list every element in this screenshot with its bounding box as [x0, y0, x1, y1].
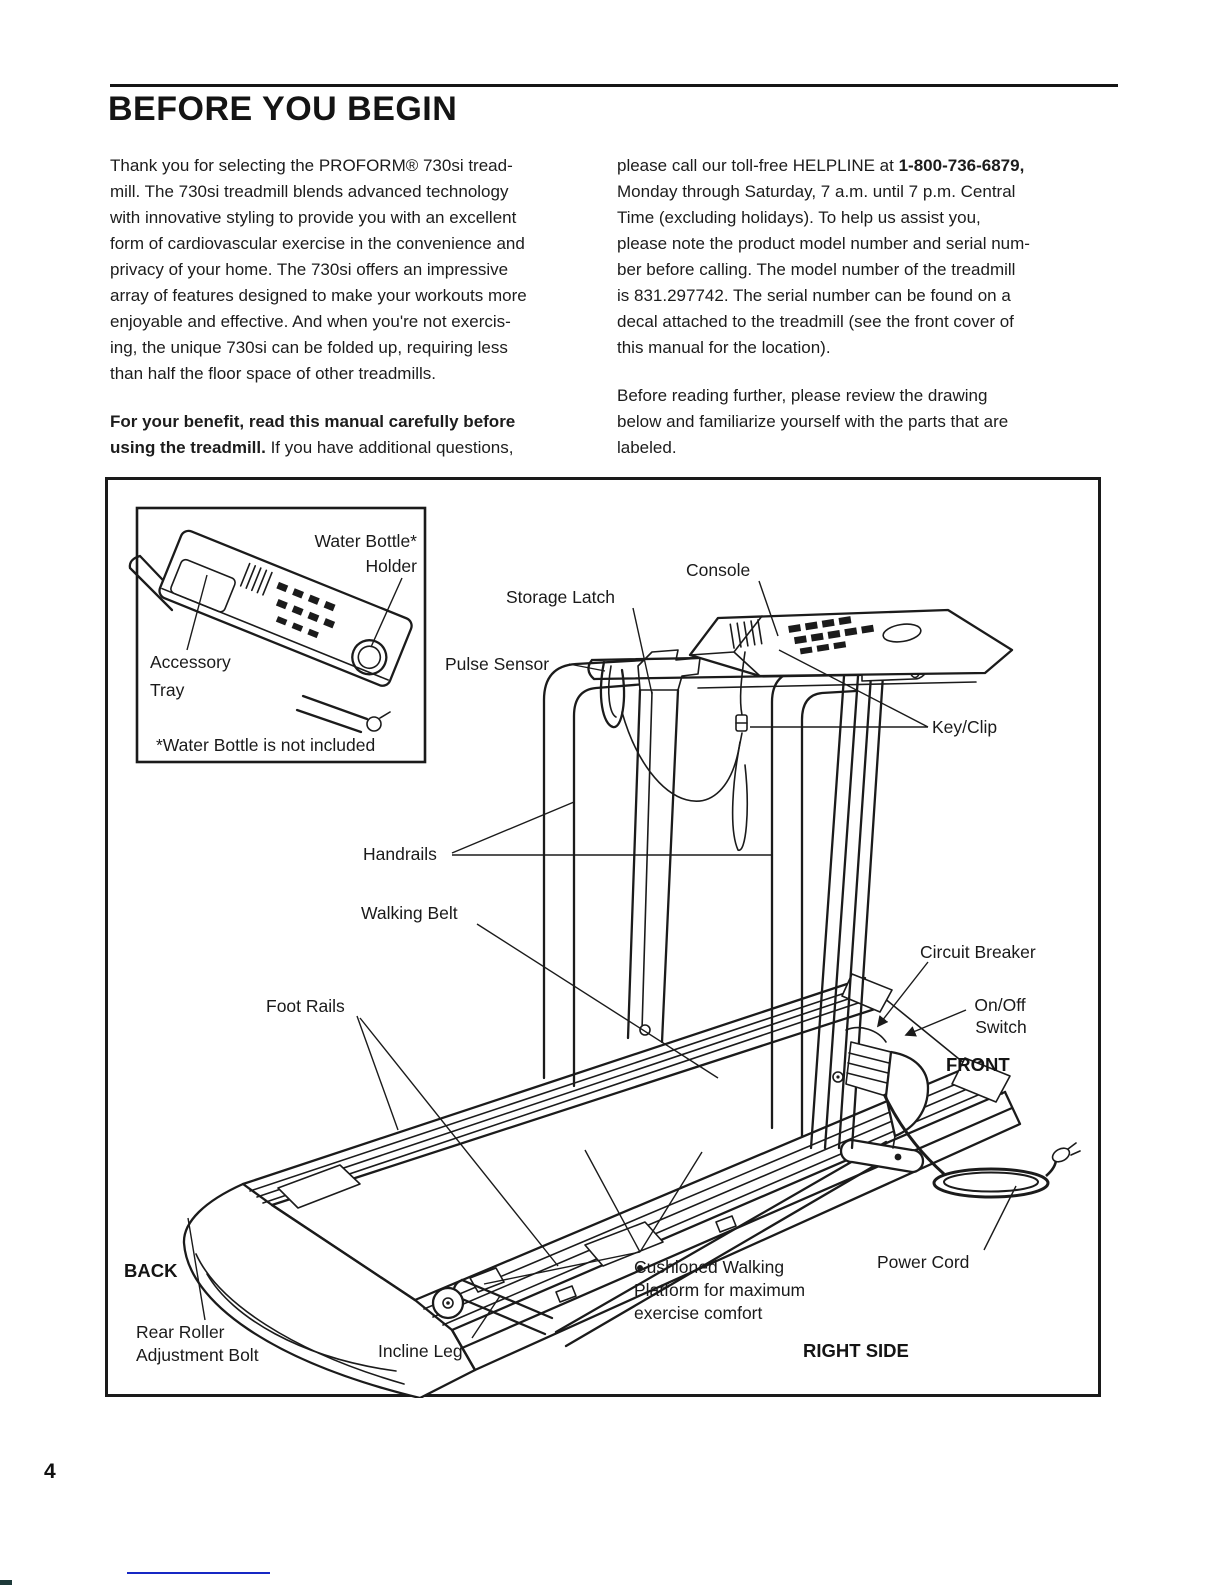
label-handrails: Handrails: [363, 844, 437, 864]
label-water-bottle-footnote: *Water Bottle is not included: [156, 735, 376, 755]
body-line: this manual for the location).: [617, 338, 831, 357]
label-console: Console: [686, 560, 751, 580]
bottom-blue-line: [127, 1572, 270, 1574]
body-line: form of cardiovascular exercise in the convenience and: [110, 234, 525, 253]
label-pulse-sensor: Pulse Sensor: [445, 654, 550, 674]
label-on-off-2: Switch: [975, 1017, 1027, 1037]
inset-accessory-tray: [130, 508, 425, 762]
label-water-bottle-1: Water Bottle*: [314, 531, 417, 551]
body-line: decal attached to the treadmill (see the front cover of: [617, 312, 1014, 331]
body-line: Before reading further, please review the drawing: [617, 386, 988, 405]
helpline-number: 1-800-736-6879,: [898, 156, 1025, 175]
label-power-cord: Power Cord: [877, 1252, 970, 1272]
title-rule: [110, 84, 1118, 87]
body-line: ing, the unique 730si can be folded up, requiring less: [110, 338, 508, 357]
pulse-sensor-clip: [601, 662, 624, 727]
body-line: Time (excluding holidays). To help us assist you,: [617, 208, 981, 227]
label-incline-leg: Incline Leg: [378, 1341, 463, 1361]
body-line: array of features designed to make your workouts more: [110, 286, 527, 305]
label-key-clip: Key/Clip: [932, 717, 998, 737]
body-line: privacy of your home. The 730si offers an impressive: [110, 260, 509, 279]
body-line: with innovative styling to provide you with an excellent: [110, 208, 517, 227]
body-line-bold: For your benefit, read this manual carefully before: [110, 412, 516, 431]
label-cushioned-1: Cushioned Walking: [634, 1257, 785, 1277]
body-line: Monday through Saturday, 7 a.m. until 7 p.m. Central: [617, 182, 1016, 201]
parts-diagram: [105, 477, 1102, 1398]
page-number: 4: [44, 1460, 56, 1483]
bold-segment: using the treadmill.: [110, 438, 266, 457]
body-line: ber before calling. The model number of the treadmill: [617, 260, 1016, 279]
body-line: labeled.: [617, 438, 677, 457]
page-title: BEFORE YOU BEGIN: [108, 90, 458, 128]
label-cushioned-2: Platform for maximum: [634, 1280, 806, 1300]
label-right-side: RIGHT SIDE: [803, 1340, 909, 1361]
body-line: [617, 153, 1117, 179]
label-walking-belt: Walking Belt: [361, 903, 458, 923]
label-water-bottle-2: Holder: [365, 556, 417, 576]
body-line: mill. The 730si treadmill blends advanced technology: [110, 182, 509, 201]
treadmill-diagram-svg: [105, 477, 1102, 1398]
body-line: please note the product model number and serial num-: [617, 234, 1030, 253]
intro-left-column: [110, 153, 610, 461]
body-line: [110, 435, 610, 461]
body-line: is 831.297742. The serial number can be found on a: [617, 286, 1011, 305]
label-back: BACK: [124, 1260, 178, 1281]
label-on-off-1: On/Off: [974, 995, 1026, 1015]
label-rear-roller-2: Adjustment Bolt: [136, 1345, 259, 1365]
left-handrail-outer: [544, 660, 646, 1078]
label-front: FRONT: [946, 1054, 1010, 1075]
label-circuit-breaker: Circuit Breaker: [920, 942, 1036, 962]
label-rear-roller-1: Rear Roller: [136, 1322, 225, 1342]
body-line: Thank you for selecting the PROFORM® 730si tread-: [110, 156, 513, 175]
console-top: [690, 610, 1012, 676]
deck-drawing: [184, 974, 1020, 1398]
intro-right-column: [617, 153, 1117, 461]
body-line: than half the floor space of other treadmills.: [110, 364, 437, 383]
body-line: enjoyable and effective. And when you're not exercis-: [110, 312, 511, 331]
label-foot-rails: Foot Rails: [266, 996, 345, 1016]
body-line: below and familiarize yourself with the parts that are: [617, 412, 1009, 431]
text-segment: If you have additional questions,: [265, 438, 514, 457]
label-cushioned-3: exercise comfort: [634, 1303, 763, 1323]
label-accessory-1: Accessory: [150, 652, 231, 672]
label-accessory-2: Tray: [150, 680, 185, 700]
label-storage-latch: Storage Latch: [506, 587, 615, 607]
latch-post: [628, 690, 678, 1042]
text-segment: please call our toll-free HELPLINE at: [617, 156, 899, 175]
corner-scan-mark: [0, 1580, 12, 1585]
